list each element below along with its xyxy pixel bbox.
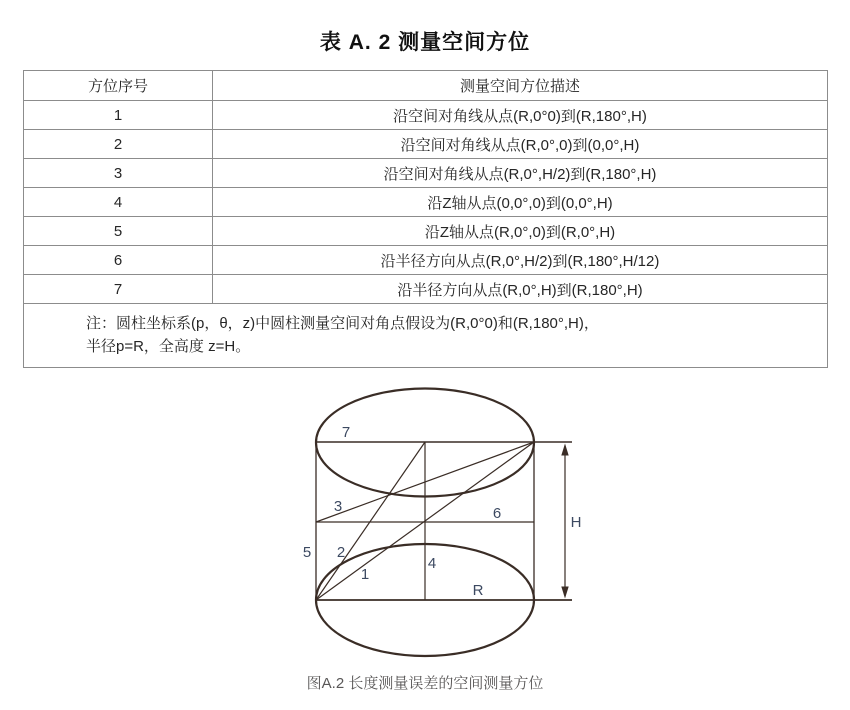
line-2-diagonal <box>316 442 425 600</box>
orientation-number-cell: 3 <box>24 159 213 188</box>
label-4: 4 <box>427 555 437 572</box>
orientation-desc-cell: 沿空间对角线从点(R,0°,0)到(0,0°,H) <box>213 130 828 159</box>
label-5: 5 <box>302 544 312 561</box>
orientation-table <box>23 70 828 368</box>
orientation-number-cell: 5 <box>24 217 213 246</box>
label-3: 3 <box>333 498 343 515</box>
arrowhead-down-icon <box>561 587 568 599</box>
label-2: 2 <box>336 544 346 561</box>
table-row <box>24 101 828 130</box>
orientation-number-cell: 7 <box>24 275 213 304</box>
label-R: R <box>472 582 484 599</box>
table-note-row <box>24 304 828 368</box>
orientation-desc-cell: 沿半径方向从点(R,0°,H/2)到(R,180°,H/12) <box>213 246 828 275</box>
table-header-row <box>24 71 828 101</box>
orientation-desc-cell: 沿半径方向从点(R,0°,H)到(R,180°,H) <box>213 275 828 304</box>
table-note-line1: 注：圆柱坐标系(p，θ，z)中圆柱测量空间对角点假设为(R,0°0)和(R,180°,H)， <box>86 315 599 332</box>
orientation-desc-cell: 沿Z轴从点(0,0°,0)到(0,0°,H) <box>213 188 828 217</box>
label-H: H <box>570 514 582 531</box>
figure-caption: 图A.2 长度测量误差的空间测量方位 <box>306 675 544 692</box>
header-orientation-number: 方位序号 <box>24 71 213 101</box>
orientation-number-cell: 1 <box>24 101 213 130</box>
cylinder-diagram <box>280 383 600 668</box>
orientation-number-cell: 4 <box>24 188 213 217</box>
table-row <box>24 217 828 246</box>
cylinder-figure <box>280 383 600 668</box>
orientation-number-cell: 2 <box>24 130 213 159</box>
orientation-desc-cell: 沿空间对角线从点(R,0°0)到(R,180°,H) <box>213 101 828 130</box>
table-row <box>24 159 828 188</box>
header-orientation-desc: 测量空间方位描述 <box>213 71 828 101</box>
arrowhead-up-icon <box>561 444 568 456</box>
page-title: 表 A. 2 测量空间方位 <box>319 31 531 54</box>
orientation-number-cell: 6 <box>24 246 213 275</box>
table-row <box>24 275 828 304</box>
table-note-line2: 半径p=R，全高度 z=H。 <box>86 338 251 355</box>
orientation-desc-cell: 沿空间对角线从点(R,0°,H/2)到(R,180°,H) <box>213 159 828 188</box>
table-row <box>24 130 828 159</box>
label-6: 6 <box>492 505 502 522</box>
orientation-desc-cell: 沿Z轴从点(R,0°,0)到(R,0°,H) <box>213 217 828 246</box>
label-7: 7 <box>341 424 351 441</box>
table-row <box>24 246 828 275</box>
label-1: 1 <box>360 566 370 583</box>
table-row <box>24 188 828 217</box>
table-note <box>24 304 828 368</box>
